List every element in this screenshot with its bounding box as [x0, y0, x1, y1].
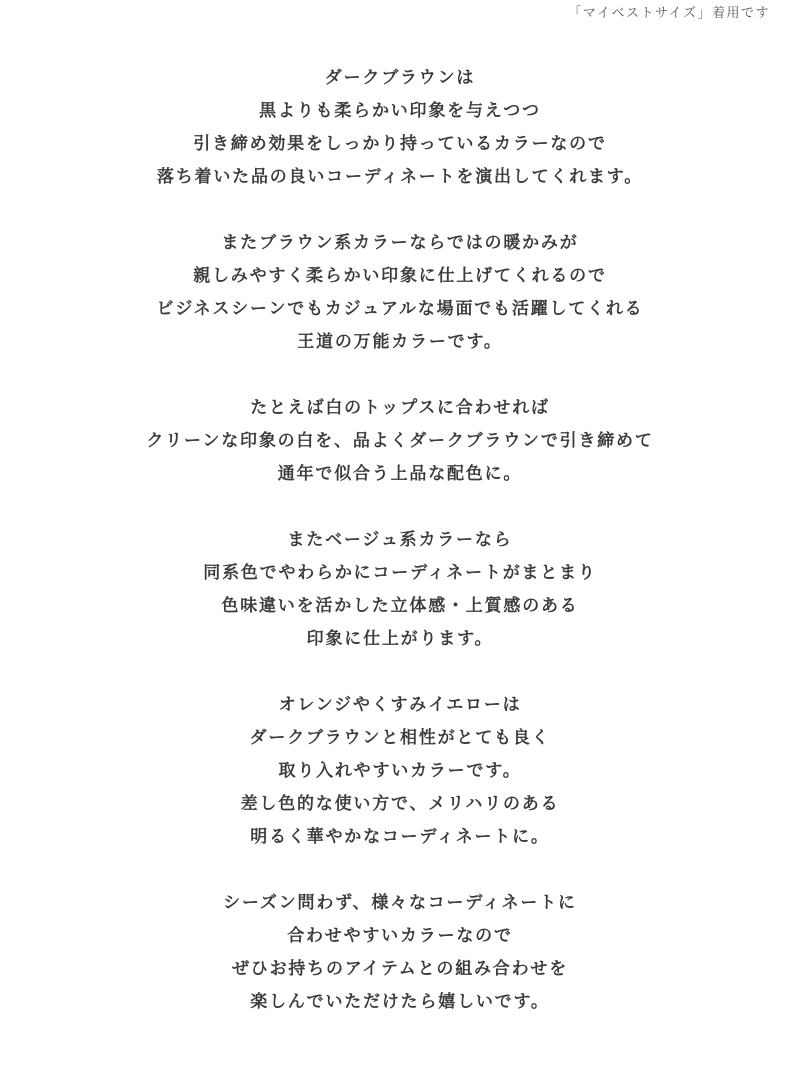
- text-line: 色味違いを活かした立体感・上質感のある: [221, 596, 579, 616]
- text-line: ダークブラウンは: [324, 68, 476, 88]
- text-line: またベージュ系カラーなら: [287, 530, 513, 550]
- paragraph-white-tops: [0, 392, 800, 491]
- text-line: 印象に仕上がります。: [306, 629, 494, 649]
- text-line: ダークブラウンと相性がとても良く: [249, 728, 551, 748]
- text-line: オレンジやくすみイエローは: [278, 695, 522, 715]
- text-line: 黒よりも柔らかい印象を与えつつ: [259, 101, 541, 121]
- text-line: ビジネスシーンでもカジュアルな場面でも活躍してくれる: [156, 299, 644, 319]
- text-line: 楽しんでいただけたら嬉しいです。: [250, 992, 550, 1012]
- text-line: クリーンな印象の白を、品よくダークブラウンで引き締めて: [146, 431, 654, 451]
- text-line: 差し色的な使い方で、メリハリのある: [240, 794, 560, 814]
- text-line: 合わせやすいカラーなので: [287, 926, 513, 946]
- text-line: 親しみやすく柔らかい印象に仕上げてくれるので: [193, 266, 607, 286]
- text-line: またブラウン系カラーならではの暖かみが: [221, 233, 579, 253]
- text-line: 引き締め効果をしっかり持っているカラーなので: [193, 134, 607, 154]
- text-line: 取り入れやすいカラーです。: [278, 761, 522, 781]
- paragraph-beige: [0, 524, 800, 656]
- paragraph-orange-yellow: [0, 689, 800, 854]
- size-note: 「マイベストサイズ」着用です: [568, 6, 770, 21]
- text-line: ぜひお持ちのアイテムとの組み合わせを: [231, 959, 569, 979]
- text-line: シーズン問わず、様々なコーディネートに: [223, 893, 577, 913]
- text-line: 王道の万能カラーです。: [297, 332, 503, 352]
- text-line: 通年で似合う上品な配色に。: [277, 464, 523, 484]
- paragraph-dark-brown-intro: [0, 62, 800, 194]
- text-line: 落ち着いた品の良いコーディネートを演出してくれます。: [156, 167, 644, 187]
- text-line: たとえば白のトップスに合わせれば: [250, 398, 550, 418]
- text-line: 同系色でやわらかにコーディネートがまとまり: [203, 563, 597, 583]
- description-text: [0, 62, 800, 1052]
- paragraph-brown-warmth: [0, 227, 800, 359]
- paragraph-closing: [0, 887, 800, 1019]
- text-line: 明るく華やかなコーディネートに。: [250, 827, 550, 847]
